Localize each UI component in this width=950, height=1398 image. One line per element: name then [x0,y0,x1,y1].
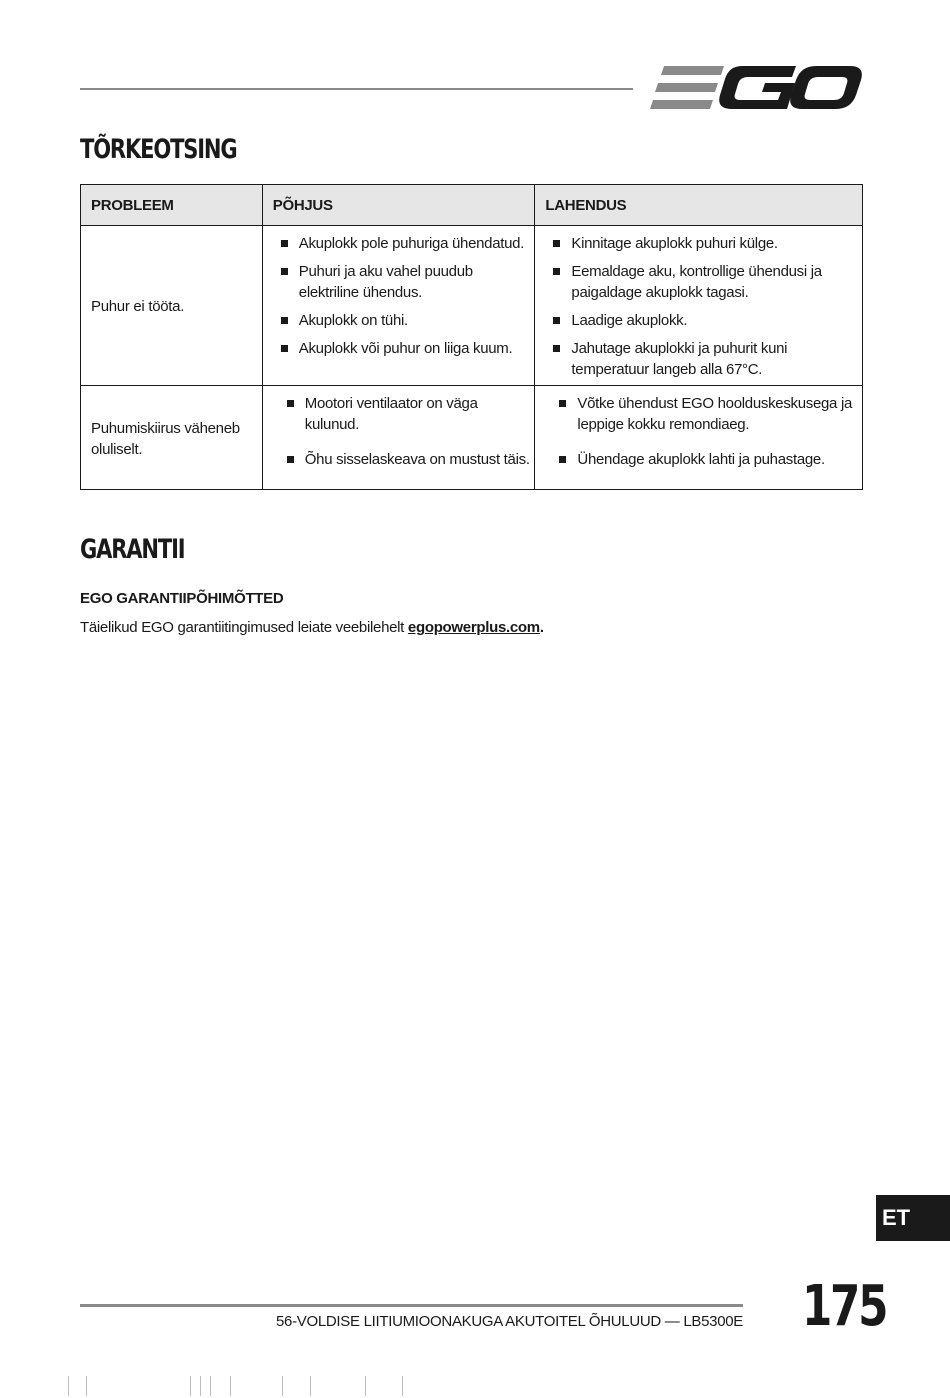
causes-cell [262,386,535,490]
table-header-row [81,185,863,226]
bullet-square-icon [281,317,288,324]
footer-text: 56-VOLDISE LIITIUMIOONAKUGA AKUTOITEL ÕHULUUD — LB5300E [276,1313,743,1330]
list-item: Akuplokk on tühi. [273,310,531,331]
warranty-title: GARANTII [80,534,185,565]
crop-mark [210,1376,211,1396]
causes-cell [262,226,535,386]
bullet-square-icon [287,456,294,463]
logo-g [719,66,796,109]
list-item: Jahutage akuplokki ja puhurit kuni temperatuur langeb alla 67°C. [545,338,858,380]
column-header-cause: PÕHJUS [262,185,535,226]
ego-logo [650,62,862,114]
table-row [81,226,863,386]
bullet-square-icon [553,317,560,324]
crop-mark [68,1376,69,1396]
crop-mark [365,1376,366,1396]
list-item: Puhuri ja aku vahel puudub elektriline ühendus. [273,261,531,303]
solutions-list [545,233,858,380]
crop-mark [200,1376,201,1396]
language-tab: ET [876,1195,950,1241]
list-item: Akuplokk või puhur on liiga kuum. [273,338,531,359]
crop-mark [402,1376,403,1396]
crop-mark [230,1376,231,1396]
warranty-subtitle: EGO GARANTIIPÕHIMÕTTED [80,590,284,607]
list-item: Mootori ventilaator on väga kulunud. [273,393,531,435]
problem-cell: Puhur ei tööta. [81,226,263,386]
list-item: Õhu sisselaskeava on mustust täis. [273,449,531,470]
bullet-square-icon [281,268,288,275]
crop-mark [310,1376,311,1396]
solutions-cell [535,226,863,386]
bullet-square-icon [553,345,560,352]
bullet-square-icon [553,240,560,247]
crop-marks [60,1376,460,1396]
header-rule [80,88,633,90]
column-header-solution: LAHENDUS [535,185,863,226]
solutions-cell [535,386,863,490]
warranty-text: Täielikud EGO garantiitingimused leiate veebilehelt egopowerplus.com. [80,619,544,636]
bullet-square-icon [553,268,560,275]
footer-rule [80,1304,743,1307]
logo-e-bar-mid [655,83,718,92]
causes-list [273,393,531,470]
logo-e-bar-top [661,66,724,75]
crop-mark [282,1376,283,1396]
bullet-square-icon [281,240,288,247]
logo-e-bar-bottom [650,100,713,109]
problem-cell: Puhumiskiirus väheneb oluliselt. [81,386,263,490]
list-item: Kinnitage akuplokk puhuri külge. [545,233,858,254]
list-item: Akuplokk pole puhuriga ühendatud. [273,233,531,254]
logo-o [790,66,862,109]
causes-list [273,233,531,359]
ego-logo-graphic [650,62,862,114]
bullet-square-icon [281,345,288,352]
list-item: Ühendage akuplokk lahti ja puhastage. [545,449,858,470]
warranty-link[interactable]: egopowerplus.com [407,619,540,636]
troubleshooting-title: TÕRKEOTSING [80,134,237,165]
solutions-list [545,393,858,470]
crop-mark [190,1376,191,1396]
crop-mark [86,1376,87,1396]
troubleshooting-table [80,184,863,490]
list-item: Eemaldage aku, kontrollige ühendusi ja paigaldage akuplokk tagasi. [545,261,858,303]
bullet-square-icon [559,400,566,407]
table-row [81,386,863,490]
column-header-problem: PROBLEEM [81,185,263,226]
bullet-square-icon [559,456,566,463]
bullet-square-icon [287,400,294,407]
list-item: Laadige akuplokk. [545,310,858,331]
page-number: 175 [802,1274,887,1339]
list-item: Võtke ühendust EGO hoolduskeskusega ja leppige kokku remondiaeg. [545,393,858,435]
